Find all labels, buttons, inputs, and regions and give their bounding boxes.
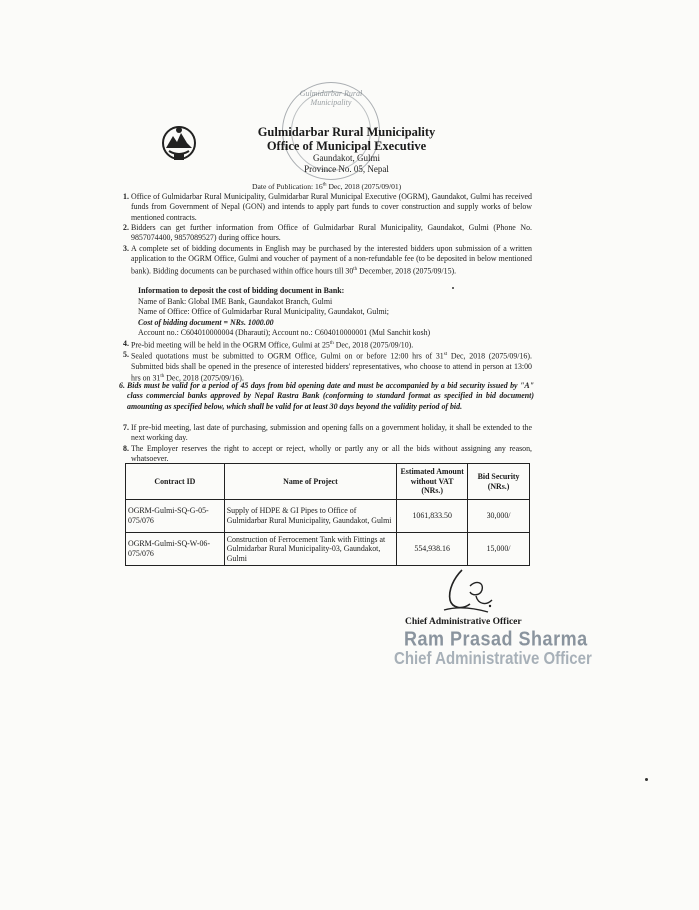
project-cell: Supply of HDPE & GI Pipes to Office of Gulmidarbar Rural Municipality, Gaundakot, Gulmi xyxy=(224,500,396,533)
notice-item-6: 6. Bids must be valid for a period of 45 days from bid opening date and must be accompanied by a bid security issued by "A" class commercial banks approved by Nepal Rastra Bank (conforming to standard format as specified in bid document) amounting as specified below, which shall be valid for at least 30 days beyond the validity period of bid. xyxy=(119,381,534,411)
table-row xyxy=(126,533,530,566)
column-header-project: Name of Project xyxy=(224,464,396,500)
table-header-row xyxy=(126,464,530,500)
address-line-2: Province No. 05, Nepal xyxy=(304,164,389,174)
contract-id-cell: OGRM-Gulmi-SQ-G-05-075/076 xyxy=(126,500,225,533)
notice-item-1: 1. Office of Gulmidarbar Rural Municipality, Gulmidarbar Rural Municipal Executive (OGRM), Gaundakot, Gulmi has received funds from Government of Nepal (GON) and intends to apply part funds to cover construction and supply works of below mentioned contracts. xyxy=(123,192,532,222)
handwritten-signature xyxy=(440,566,500,621)
notice-item-8: 8. The Employer reserves the right to accept or reject, wholly or partly any or all the bids without assigning any reason, whatsoever. xyxy=(123,444,532,464)
signatory-title: Chief Administrative Officer xyxy=(405,617,522,627)
scan-speck xyxy=(645,778,648,781)
seal-text: Gulmidarbar Rural Municipality xyxy=(299,89,363,107)
bid-table xyxy=(125,463,530,566)
bank-info-heading: Information to deposit the cost of bidding document in Bank: xyxy=(138,286,345,295)
address-line-1: Gaundakot, Gulmi xyxy=(313,153,380,163)
bid-security-cell: 30,000/ xyxy=(468,500,530,533)
estimated-amount-cell: 554,938.16 xyxy=(397,533,468,566)
column-header-bid-security: Bid Security (NRs.) xyxy=(468,464,530,500)
column-header-estimated-amount: Estimated Amount without VAT (NRs.) xyxy=(397,464,468,500)
notice-item-7: 7. If pre-bid meeting, last date of purchasing, submission and opening falls on a government holiday, it shall be extended to the next working day. xyxy=(123,423,532,443)
table-row xyxy=(126,500,530,533)
notice-item-2: 2. Bidders can get further information from Office of Gulmidarbar Rural Municipality, Gaundakot, Gulmi (Phone No. 9857074400, 9857089527) during office hours. xyxy=(123,223,532,243)
project-cell: Construction of Ferrocement Tank with Fittings at Gulmidarbar Rural Municipality-03, Gaundakot, Gulmi xyxy=(224,533,396,566)
bid-security-cell: 15,000/ xyxy=(468,533,530,566)
notice-item-3: 3. A complete set of bidding documents in English may be purchased by the interested bidders upon submission of a written application to the OGRM Office, Gulmi and voucher of payment of a non-refundable fee (to be deposited in below mentioned bank). Bidding documents can be purchased within office hours till 30th December, 2018 (2075/09/15). xyxy=(123,244,532,276)
stamp-name: Ram Prasad Sharma xyxy=(404,627,588,650)
publication-date: Date of Publication: 16th Dec, 2018 (2075/09/01) xyxy=(252,182,402,191)
bank-account-numbers: Account no.: C604010000004 (Dharauti); Account no.: C604010000001 (Mul Sanchit kosh) xyxy=(138,328,431,337)
estimated-amount-cell: 1061,833.50 xyxy=(397,500,468,533)
bank-name: Name of Bank: Global IME Bank, Gaundakot Branch, Gulmi xyxy=(138,297,333,306)
office-name: Office of Municipal Executive xyxy=(266,139,427,153)
notice-item-4: 4. Pre-bid meeting will be held in the OGRM Office, Gulmi at 25th Dec, 2018 (2075/09/10). xyxy=(123,339,414,350)
bidding-document-cost: Cost of bidding document = NRs. 1000.00 xyxy=(138,318,274,327)
scan-speck xyxy=(452,287,454,289)
notice-item-5: 5. Sealed quotations must be submitted to OGRM Office, Gulmi on or before 12:00 hrs of 31st Dec, 2018 (2075/09/16). Submitted bids shall be opened in the presence of interested bidders' representatives, who choose to attend in person at 13:00 hrs on 31th Dec, 2018 (2075/09/16). xyxy=(123,350,532,384)
column-header-contract-id: Contract ID xyxy=(126,464,225,500)
municipality-name: Gulmidarbar Rural Municipality xyxy=(257,125,436,139)
stamp-title: Chief Administrative Officer xyxy=(394,649,592,669)
contract-id-cell: OGRM-Gulmi-SQ-W-06-075/076 xyxy=(126,533,225,566)
bank-office-name: Name of Office: Office of Gulmidarbar Rural Municipality, Gaundakot, Gulmi; xyxy=(138,307,389,316)
